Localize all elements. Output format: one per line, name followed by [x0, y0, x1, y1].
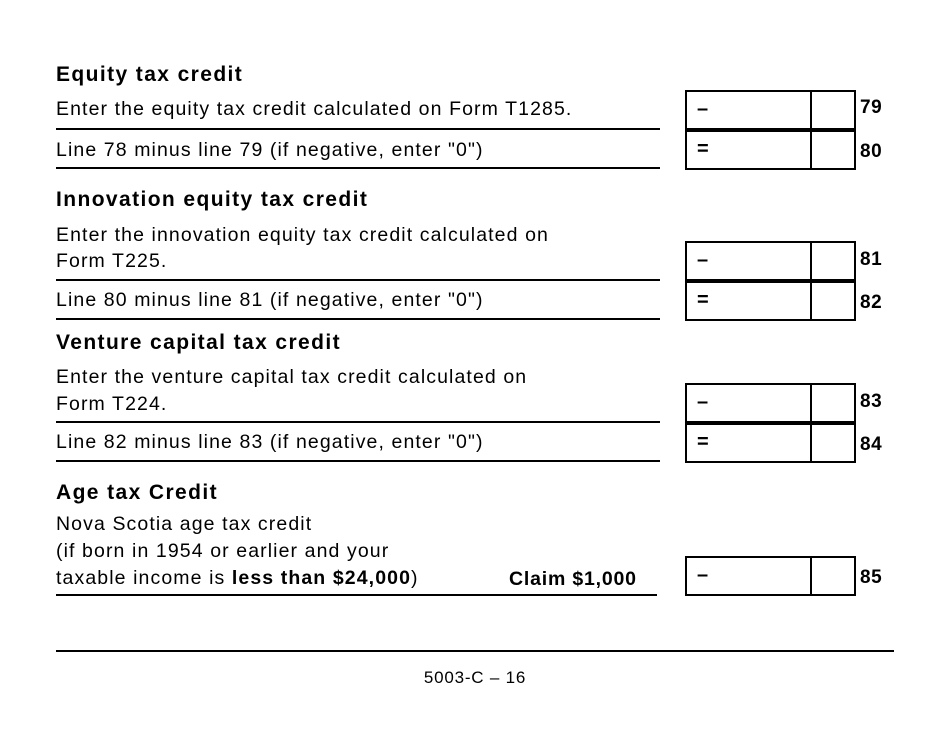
line-84-amount-field[interactable] — [685, 423, 856, 463]
line-number-80: 80 — [860, 141, 883, 162]
line-85-rule — [56, 594, 657, 596]
line-81-amount-field[interactable] — [685, 241, 856, 281]
age-credit-description-b: (if born in 1954 or earlier and your — [56, 540, 390, 562]
line-85-amount-field[interactable] — [685, 556, 856, 596]
footer-rule — [56, 650, 894, 652]
line-80-description: Line 78 minus line 79 (if negative, enter "0") — [56, 139, 484, 161]
line-79-description: Enter the equity tax credit calculated on Form T1285. — [56, 98, 573, 120]
cents-divider — [810, 558, 812, 594]
age-credit-description-c — [56, 567, 419, 590]
line-81-description-b: Form T225. — [56, 250, 168, 272]
cents-divider — [810, 92, 812, 128]
line-83-rule — [56, 421, 660, 423]
line-number-85: 85 — [860, 567, 883, 588]
line-84-description: Line 82 minus line 83 (if negative, enter "0") — [56, 431, 484, 453]
line-79-rule — [56, 128, 660, 130]
line-82-description: Line 80 minus line 81 (if negative, enter "0") — [56, 289, 484, 311]
page-label: 5003-C – 16 — [423, 668, 527, 687]
line-number-83: 83 — [860, 391, 883, 412]
cents-divider — [810, 283, 812, 319]
age-credit-description-a: Nova Scotia age tax credit — [56, 513, 313, 535]
income-threshold: less than $24,000 — [231, 567, 412, 589]
line-80-amount-field[interactable] — [685, 130, 856, 170]
equity-tax-credit-heading: Equity tax credit — [56, 63, 244, 86]
line-84-rule — [56, 460, 660, 462]
line-number-84: 84 — [860, 434, 883, 455]
line-83-description-a: Enter the venture capital tax credit calculated on — [56, 366, 528, 388]
innovation-equity-tax-credit-heading: Innovation equity tax credit — [56, 188, 369, 211]
line-83-description-b: Form T224. — [56, 393, 168, 415]
line-81-description-a: Enter the innovation equity tax credit calculated on — [56, 224, 549, 246]
age-tax-credit-heading: Age tax Credit — [56, 481, 218, 504]
line-83-amount-field[interactable] — [685, 383, 856, 423]
line-82-amount-field[interactable] — [685, 281, 856, 321]
line-79-amount-field[interactable] — [685, 90, 856, 130]
minus-sign: – — [697, 391, 709, 413]
line-81-rule — [56, 279, 660, 281]
age-credit-text-close: ) — [411, 567, 419, 589]
cents-divider — [810, 385, 812, 421]
line-number-81: 81 — [860, 249, 883, 270]
line-number-79: 79 — [860, 97, 883, 118]
minus-sign: – — [697, 249, 709, 271]
minus-sign: – — [697, 98, 709, 120]
line-82-rule — [56, 318, 660, 320]
age-credit-text-plain: taxable income is — [56, 567, 232, 589]
venture-capital-tax-credit-heading: Venture capital tax credit — [56, 331, 341, 354]
cents-divider — [810, 243, 812, 279]
equals-sign: = — [697, 289, 709, 311]
minus-sign: – — [697, 564, 709, 586]
equals-sign: = — [697, 138, 709, 160]
cents-divider — [810, 132, 812, 168]
equals-sign: = — [697, 431, 709, 453]
claim-amount-label: Claim $1,000 — [509, 568, 637, 590]
cents-divider — [810, 425, 812, 461]
line-number-82: 82 — [860, 292, 883, 313]
line-80-rule — [56, 167, 660, 169]
